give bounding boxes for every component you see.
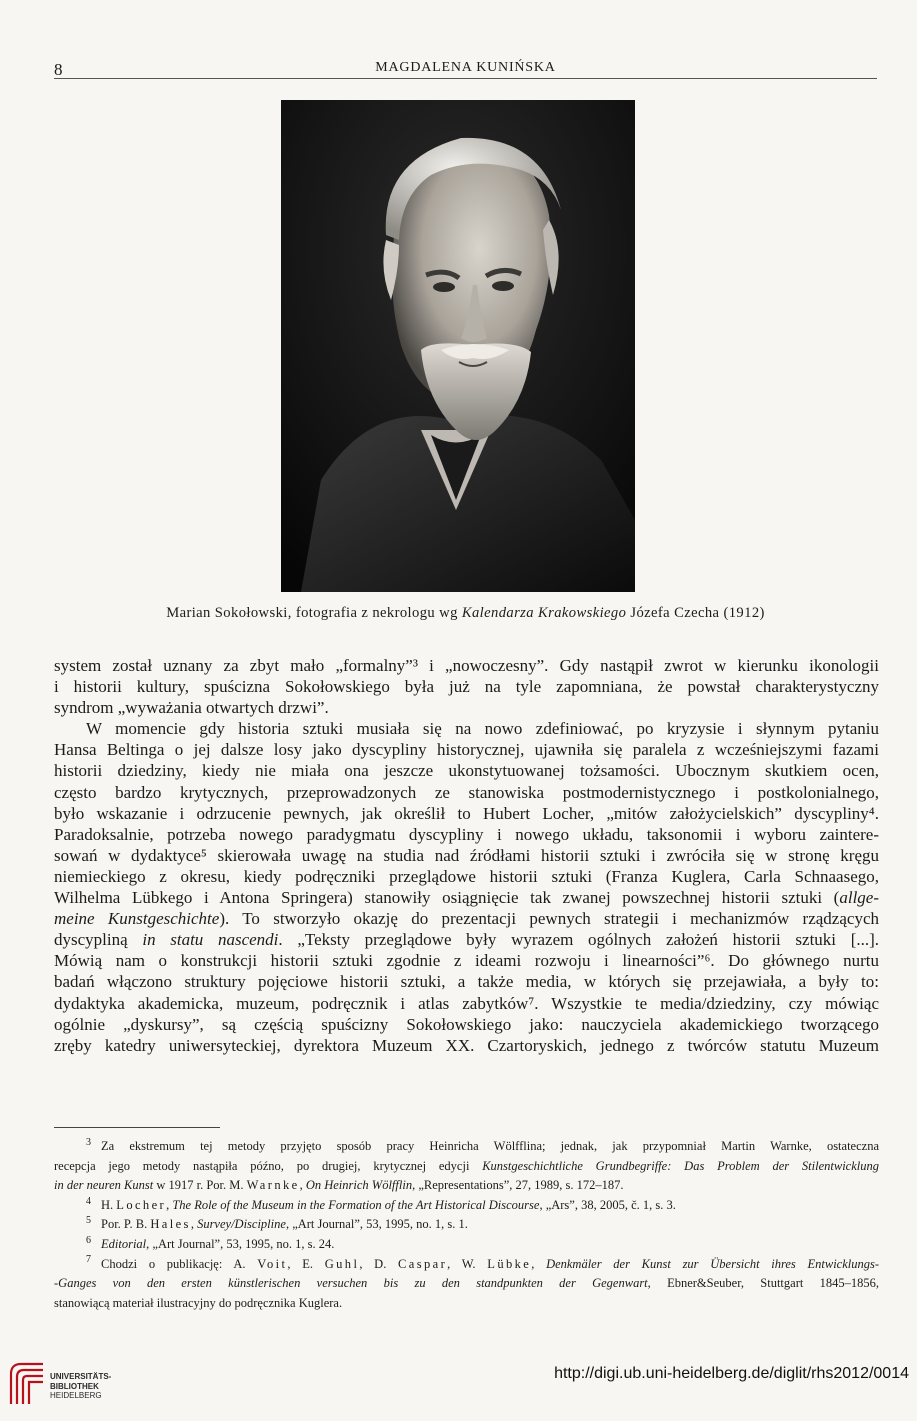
footnotes bbox=[54, 1137, 879, 1313]
figure-caption: Marian Sokołowski, fotografia z nekrologu wg Kalendarza Krakowskiego Józefa Czecha (1912) bbox=[166, 605, 765, 621]
footnote-3-line-2: recepcja jego metody nastąpiła późno, po drugiej, krytycznej edycji Kunstgeschichtliche Grundbegriffe: Das Problem der Stilentwicklung bbox=[54, 1158, 879, 1173]
page-header bbox=[54, 60, 877, 79]
footnote-7-line-3: stanowiącą materiał ilustracyjny do podręcznika Kuglera. bbox=[54, 1295, 343, 1310]
text-line: W momencie gdy historia sztuki musiała się na nowo zdefiniować, po kryzysie i słynnym pytaniu bbox=[86, 719, 879, 739]
text-line: system został uznany za zbyt mało „formalny”³ i „nowoczesny”. Gdy nastąpił zwrot w kierunku ikonologii bbox=[54, 656, 879, 675]
running-title: MAGDALENA KUNIŃSKA bbox=[375, 60, 556, 75]
footnote-3-line-3: in der neuren Kunst w 1917 r. Por. M. Warnke, On Heinrich Wölfflin, „Representations”, 27, 1989, s. 172–187. bbox=[54, 1178, 624, 1193]
footnote-5: $^5$ Por. P. B. Hales, Survey/Discipline, „Art Journal”, 53, 1995, no. 1, s. 1. bbox=[86, 1215, 468, 1232]
paragraph-2 bbox=[54, 718, 879, 1056]
paragraph-1 bbox=[54, 655, 879, 718]
library-logo-icon bbox=[8, 1360, 46, 1406]
library-name: UNIVERSITÄTS- BIBLIOTHEK HEIDELBERG bbox=[50, 1372, 112, 1400]
portrait-photograph bbox=[281, 100, 635, 592]
footnote-4: $^4$ H. Locher, The Role of the Museum in the Formation of the Art Historical Discourse, „Ars”, 38, 2005, č. 1, s. 3. bbox=[86, 1195, 676, 1212]
source-url-link[interactable]: http://digi.ub.uni-heidelberg.de/diglit/rhs2012/0014 bbox=[554, 1365, 909, 1382]
footnote-divider bbox=[54, 1127, 220, 1128]
text-line: i historii kultury, spuścizna Sokołowskiego była już na tyle zapomniana, że powstał charakterystyczny bbox=[54, 677, 879, 697]
text-line: niemieckiego z okresu, kiedy podręczniki przeglądowe historii sztuki (Franza Kuglera, Carla Schnaasego, bbox=[54, 866, 879, 886]
footnote-7-line-2: -Ganges von den ersten künstlerischen versuchen bis zu den standpunkten der Gegenwart, Ebner&Seuber, Stuttgart 1845–1856, bbox=[54, 1276, 879, 1291]
footnote-3: $^3$ Za ekstremum tej metody przyjęto sposób pracy Heinricha Wölfflina; jednak, jak przypomniał Martin Warnke, ostateczna bbox=[86, 1136, 879, 1153]
text-line: meine Kunstgeschichte). To stworzyło okazję do prezentacji pewnych strategii i mechanizmów rządzących bbox=[54, 909, 879, 929]
text-line: Mówią nam o konstrukcji historii sztuki zgodnie z ideami rozwoju i linearności”⁶. Do głównego nurtu bbox=[54, 951, 879, 971]
text-line: badań włączono struktury pojęciowe historii sztuki, a także media, w których się przejawiała, a były to: bbox=[54, 972, 879, 992]
text-line: syndrom „wyważania otwartych drzwi”. bbox=[54, 698, 329, 718]
text-line: często bardzo krytycznych, przeprowadzonych ze stanowiska postmodernistycznego i postkolonialnego, bbox=[54, 782, 879, 802]
text-line: zręby katedry uniwersyteckiej, dyrektora Muzeum XX. Czartoryskich, jednego z twórców statutu Muzeum bbox=[54, 1035, 879, 1055]
body-text bbox=[54, 655, 879, 1056]
text-line: Hansa Beltinga o jej dalsze losy jako dyscypliny historycznej, ujawniła się paralela z wcześniejszymi fazami bbox=[54, 740, 879, 760]
page-number: 8 bbox=[54, 60, 63, 79]
text-line: Wilhelma Lübkego i Antona Springera) stanowiły osiągnięcie tak zwanej powszechnej historii sztuki (allge- bbox=[54, 888, 879, 908]
footnote-6: $^6$ Editorial, „Art Journal”, 53, 1995, no. 1, s. 24. bbox=[86, 1234, 335, 1251]
text-line: Paradoksalnie, potrzeba nowego paradygmatu dyscypliny i nowego układu, taksonomii i wyboru zaintere- bbox=[54, 824, 879, 844]
text-line: dydaktyka akademicka, muzeum, podręcznik i atlas zabytków⁷. Wszystkie te media/dziedziny, czy mówiąc bbox=[54, 993, 879, 1013]
text-line: dyscypliną in statu nascendi. „Teksty przeglądowe były wyrazem ogólnych założeń historii sztuki [...]. bbox=[54, 930, 880, 950]
text-line: historii dziedziny, kiedy nie miała ona jeszcze ukonstytuowanej tożsamości. Ubocznym skutkiem ocen, bbox=[54, 761, 879, 781]
text-line: sowań w dydaktyce⁵ skierowała uwagę na studia nad źródłami historii sztuki i zwróciła się w stronę kręgu bbox=[54, 845, 879, 865]
footnote-7: $^7$ Chodzi o publikację: A. Voit, E. Guhl, D. Caspar, W. Lübke, Denkmäler der Kunst zur Übersicht ihres Entwicklungs- bbox=[86, 1254, 880, 1271]
text-line: było wskazanie i odrzucenie pewnych, jak określił to Hubert Locher, „mitów założycielskich” dyscypliny⁴. bbox=[54, 803, 879, 823]
text-line: ogólnie „dyskursy”, są częścią spuścizny Sokołowskiego jako: nauczyciela akademickiego tworzącego bbox=[54, 1014, 879, 1034]
